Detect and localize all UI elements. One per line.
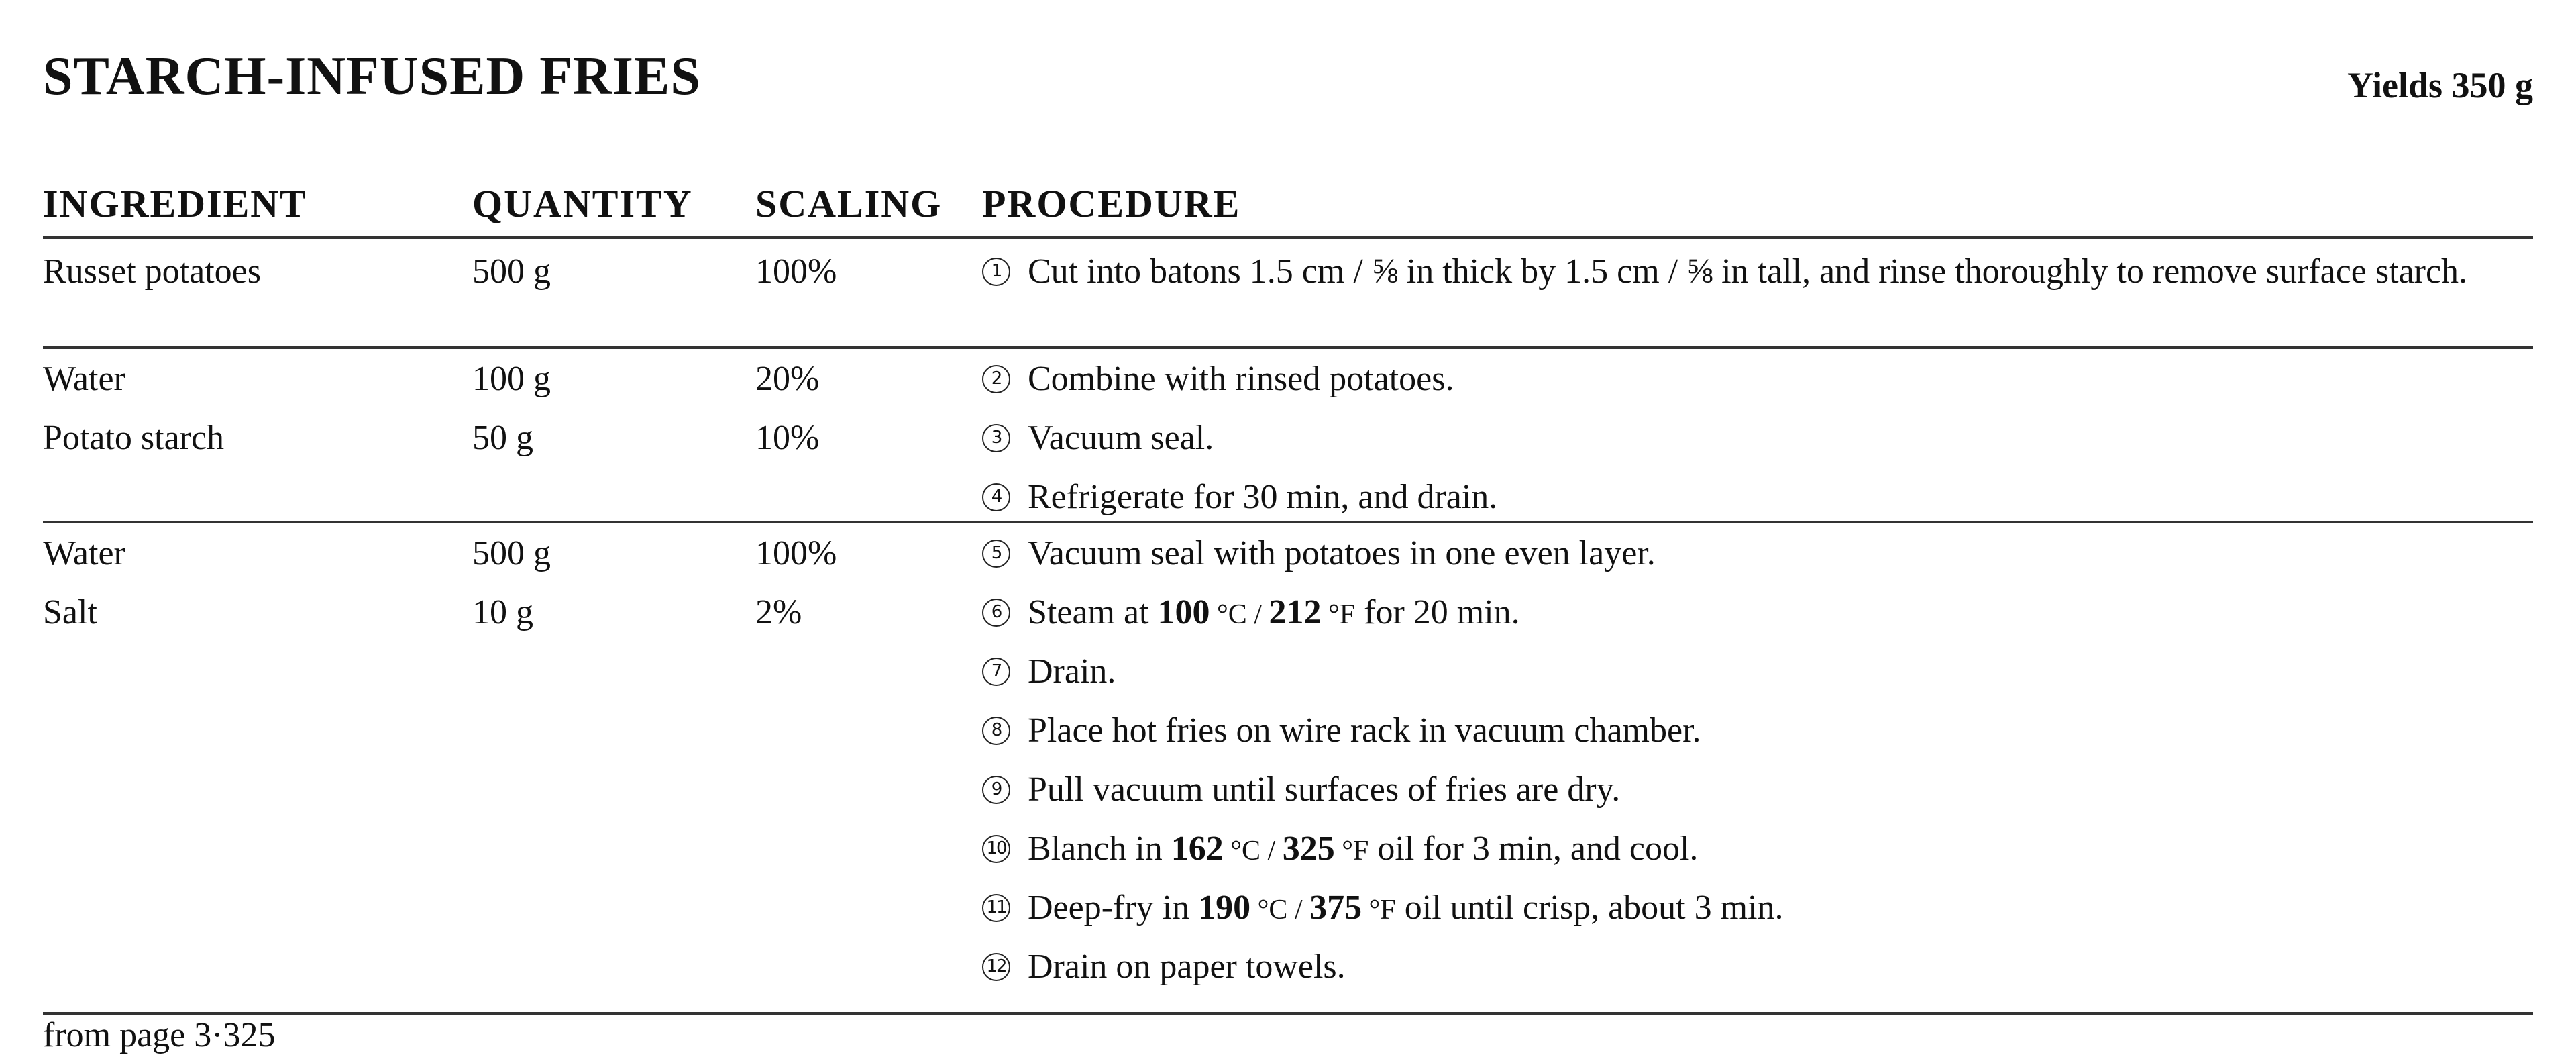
ingredient-scaling: 100% [755, 252, 837, 291]
header-scaling: SCALING [755, 182, 943, 225]
procedure-step [982, 707, 2576, 754]
page-reference: from page 3·325 [43, 1016, 276, 1054]
step-number: 11 [982, 894, 1010, 922]
ingredient-scaling: 2% [755, 593, 802, 632]
procedure-step [982, 766, 2576, 813]
step-text: Pull vacuum until surfaces of fries are dry. [1028, 770, 1621, 809]
table-row [43, 648, 2533, 695]
step-number: 10 [982, 835, 1010, 863]
step-number: 6 [982, 599, 1010, 627]
temp-celsius: 100 [1157, 593, 1210, 632]
ingredient-name: Potato starch [43, 419, 225, 457]
step-number: 1 [982, 258, 1010, 286]
ingredient-scaling: 100% [755, 534, 837, 572]
step-text: Place hot fries on wire rack in vacuum chamber. [1028, 711, 1701, 750]
step-text: Cut into batons 1.5 cm / ⅝ in thick by 1.5 cm / ⅝ in tall, and rinse thoroughly to remove surface starch. [1028, 252, 2468, 291]
recipe-yield: Yields 350 g [2347, 65, 2533, 105]
temp-fahrenheit-unit: °F [1321, 599, 1356, 630]
temp-celsius: 190 [1198, 889, 1251, 927]
recipe-title: STARCH-INFUSED FRIES [43, 47, 701, 106]
step-number: 8 [982, 717, 1010, 745]
ingredient-group-2 [43, 349, 2533, 523]
temp-celsius-unit: °C / [1223, 836, 1283, 866]
ingredient-name: Salt [43, 593, 97, 632]
temp-fahrenheit: 325 [1282, 829, 1335, 868]
table-row [43, 944, 2533, 991]
procedure-step [982, 248, 2576, 295]
step-text: Drain. [1028, 652, 1116, 691]
table-row [43, 766, 2533, 813]
step-text-post: oil for 3 min, and cool. [1368, 829, 1699, 868]
step-text-post: for 20 min. [1355, 593, 1520, 632]
step-number: 12 [982, 953, 1010, 981]
header-ingredient: INGREDIENT [43, 182, 307, 225]
step-text [1028, 829, 1698, 868]
table-row [43, 356, 2533, 403]
step-text [1028, 593, 1520, 632]
step-text-post: oil until crisp, about 3 min. [1395, 889, 1784, 927]
step-number: 5 [982, 540, 1010, 568]
procedure-step [982, 530, 2576, 577]
temp-celsius: 162 [1171, 829, 1224, 868]
table-row [43, 474, 2533, 521]
procedure-step [982, 356, 2576, 403]
table-row [43, 707, 2533, 754]
ingredient-quantity: 10 g [472, 593, 533, 632]
ingredient-quantity: 500 g [472, 534, 551, 572]
step-text-pre: Blanch in [1028, 829, 1171, 868]
step-number: 4 [982, 483, 1010, 511]
header-quantity: QUANTITY [472, 182, 693, 225]
ingredient-scaling: 20% [755, 360, 820, 398]
step-text: Vacuum seal with potatoes in one even layer. [1028, 534, 1656, 572]
step-text-pre: Deep-fry in [1028, 889, 1199, 927]
procedure-step [982, 589, 2576, 638]
ingredient-name: Water [43, 360, 125, 398]
procedure-step [982, 944, 2576, 991]
ingredient-quantity: 100 g [472, 360, 551, 398]
procedure-step [982, 648, 2576, 695]
temp-celsius-unit: °C / [1210, 599, 1269, 630]
procedure-step [982, 415, 2576, 462]
procedure-step [982, 885, 2576, 934]
step-text-pre: Steam at [1028, 593, 1158, 632]
step-number: 9 [982, 776, 1010, 804]
ingredient-group-3 [43, 523, 2533, 1015]
step-text: Drain on paper towels. [1028, 948, 1346, 986]
step-text: Vacuum seal. [1028, 419, 1214, 457]
ingredient-name: Russet potatoes [43, 252, 261, 291]
temp-fahrenheit: 375 [1309, 889, 1362, 927]
table-row [43, 530, 2533, 577]
table-row [43, 589, 2533, 638]
header-procedure: PROCEDURE [982, 182, 1241, 225]
step-number: 3 [982, 424, 1010, 452]
temp-fahrenheit: 212 [1269, 593, 1322, 632]
table-row [43, 885, 2533, 934]
temp-celsius-unit: °C / [1250, 895, 1310, 925]
ingredient-scaling: 10% [755, 419, 820, 457]
step-number: 7 [982, 658, 1010, 686]
procedure-step [982, 825, 2576, 874]
step-text: Refrigerate for 30 min, and drain. [1028, 478, 1498, 516]
temp-fahrenheit-unit: °F [1362, 895, 1396, 925]
procedure-step [982, 474, 2576, 521]
ingredient-group-1 [43, 239, 2533, 349]
ingredient-quantity: 500 g [472, 252, 551, 291]
ingredient-quantity: 50 g [472, 419, 533, 457]
table-row [43, 415, 2533, 462]
table-row [43, 825, 2533, 874]
step-text [1028, 889, 1784, 927]
step-text: Combine with rinsed potatoes. [1028, 360, 1454, 398]
temp-fahrenheit-unit: °F [1334, 836, 1369, 866]
table-header [43, 140, 2533, 239]
step-number: 2 [982, 365, 1010, 393]
table-row [43, 248, 2533, 295]
ingredient-name: Water [43, 534, 125, 572]
